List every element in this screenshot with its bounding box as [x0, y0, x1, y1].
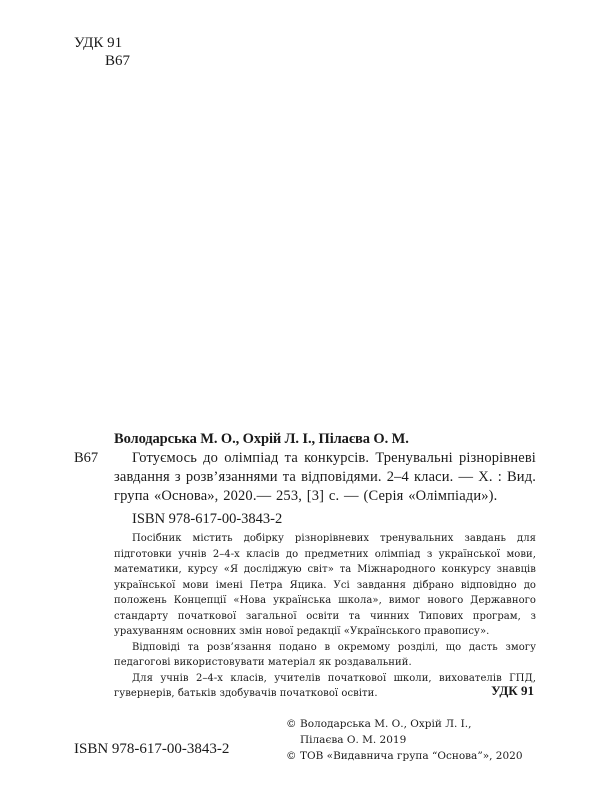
copyright-authors-line-2	[286, 732, 523, 748]
bibliographic-entry	[74, 430, 536, 529]
abstract-paragraph-3: Для учнів 2–4-х класів, учителів початкової школи, вихователів ГПД, гувернерів, батьків здобувачів початкової освіти.	[114, 672, 536, 699]
entry-description-text: Готуємось до олімпіад та конкурсів. Тренувальні різнорівневі завдання з розв’язаннями та відповідями. 2–4 класи. — Х. : Вид. група «Основа», 2020.— 253, [3] с. — (Серія «Олімпіади»).	[114, 450, 536, 504]
cutter-number: В67	[105, 53, 131, 69]
udk-classification-block	[74, 34, 130, 70]
entry-row	[74, 449, 536, 506]
copyright-icon: ©	[286, 750, 297, 762]
abstract	[114, 531, 536, 702]
copyright-authors-line	[286, 716, 523, 732]
copyright-authors-text-2: Пілаєва О. М. 2019	[300, 734, 407, 746]
udk-code: УДК 91	[74, 35, 123, 51]
copyright-icon: ©	[286, 718, 297, 730]
copyright-publisher-text: ТОВ «Видавнича група “Основа”», 2020	[300, 750, 523, 762]
entry-isbn: ISBN 978-617-00-3843-2	[132, 511, 283, 527]
abstract-paragraph-2: Відповіді та розв’язання подано в окремому розділі, що дасть змогу педагогові використовувати матеріал як роздавальний.	[114, 641, 536, 668]
copyright-block	[286, 716, 523, 764]
authors-heading: Володарська М. О., Охрій Л. І., Пілаєва О. М.	[114, 431, 409, 447]
isbn-footer: ISBN 978-617-00-3843-2	[74, 741, 230, 757]
copyright-authors-text: Володарська М. О., Охрій Л. І.,	[300, 718, 472, 730]
copyright-publisher-line	[286, 748, 523, 764]
udk-footer: УДК 91	[491, 683, 534, 698]
entry-cutter: В67	[74, 450, 99, 466]
entry-description	[114, 449, 536, 506]
abstract-paragraph-1: Посібник містить добірку різнорівневих тренувальних завдань для підготовки учнів 2–4-х класів до предметних олімпіад з української мови, математики, курсу «Я досліджую світ» та Міжнародного конкурсу знавців української мови імені Петра Яцика. Усі завдання дібрано відповідно до положень Концепції «Нова українська школа», вимог нового Державного стандарту початкової загальної освіти та чинних Типових програм, з урахуванням основних змін нової редакції «Українського правопису».	[114, 533, 536, 637]
